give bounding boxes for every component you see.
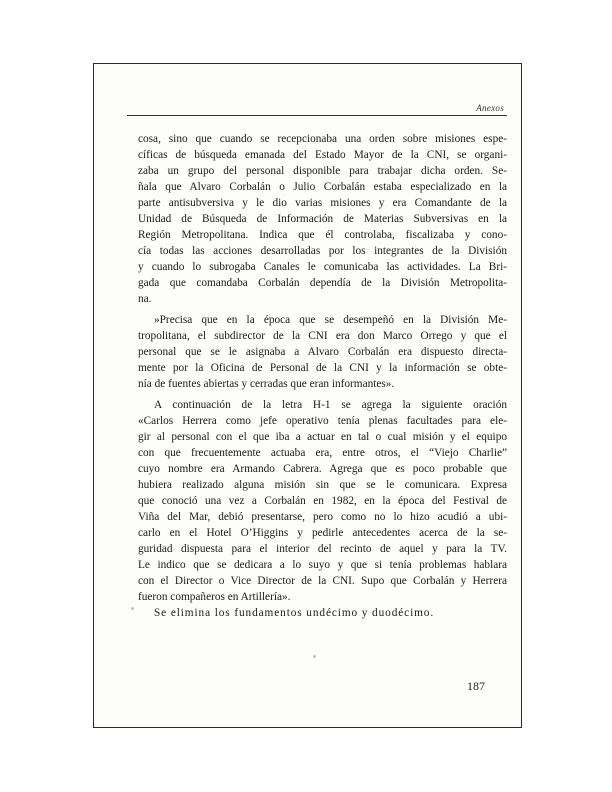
text-line: con el Director o Vice Director de la CNI. Supo que Corbalán y Herrera: [138, 575, 507, 587]
text-line: parte antisubversiva y le dio varias misiones y era Comandante de la: [138, 197, 507, 209]
text-line: A continuación de la letra H-1 se agrega la siguiente oración: [154, 399, 507, 411]
text-line: con que frecuentemente actuaba era, entre otros, el “Viejo Charlie”: [138, 447, 507, 459]
text-line: gir al personal con el que iba a actuar en tal o cual misión y el equipo: [138, 431, 507, 443]
scan-speck: [313, 655, 316, 658]
text-line: zaba un grupo del personal disponible para trabajar dicha orden. Se-: [138, 165, 507, 177]
text-line: na.: [138, 293, 152, 305]
body-text: [138, 131, 507, 621]
text-line: cíficas de búsqueda emanada del Estado Mayor de la CNI, se organi-: [138, 149, 507, 161]
text-line: cuyo nombre era Armando Cabrera. Agrega que es poco probable que: [138, 463, 507, 475]
text-line: Unidad de Búsqueda de Información de Materias Subversivas en la: [138, 213, 507, 225]
running-head: Anexos: [476, 103, 504, 113]
text-line: fueron compañeros en Artillería».: [138, 591, 291, 603]
text-line: nía de fuentes abiertas y cerradas que eran informantes».: [138, 378, 395, 390]
text-line: ñala que Alvaro Corbalán o Julio Corbalán estaba especializado en la: [138, 181, 507, 193]
text-line: y cuando lo subrogaba Canales le comunicaba las actividades. La Bri-: [138, 261, 507, 273]
text-line: Región Metropolitana. Indica que él controlaba, fiscalizaba y cono-: [138, 229, 507, 241]
text-line: »Precisa que en la época que se desempeñó en la División Me-: [154, 314, 507, 326]
page-number: 187: [467, 679, 485, 693]
text-line: personal que se le asignaba a Alvaro Corbalán era dispuesto directa-: [138, 346, 507, 358]
text-line: tropolitana, el subdirector de la CNI era don Marco Orrego y que el: [138, 330, 507, 342]
text-line: gada que comandaba Corbalán dependía de la División Metropolita-: [138, 277, 507, 289]
text-line: «Carlos Herrera como jefe operativo tenía plenas facultades para ele-: [138, 415, 507, 427]
text-line: Viña del Mar, debió presentarse, pero como no lo hizo acudió a ubi-: [138, 511, 507, 523]
scanned-page: [93, 63, 522, 728]
text-line: cía todas las acciones desarrolladas por los integrantes de la División: [138, 245, 507, 257]
text-line: Se elimina los fundamentos undécimo y duodécimo.: [154, 607, 435, 619]
text-line: guridad dispuesta para el interior del recinto de aquel y para la TV.: [138, 543, 507, 555]
text-line: mente por la Oficina de Personal de la CNI y la información se obte-: [138, 362, 507, 374]
scan-speck: [131, 607, 134, 610]
text-line: hubiera realizado alguna misión sin que se le comunicara. Expresa: [138, 479, 507, 491]
text-line: Le indico que se dedicara a lo suyo y que si tenía problemas hablara: [138, 559, 507, 571]
text-line: que conoció una vez a Corbalán en 1982, en la época del Festival de: [138, 495, 507, 507]
text-line: carlo en el Hotel O’Higgins y pedirle antecedentes acerca de la se-: [138, 527, 507, 539]
text-line: cosa, sino que cuando se recepcionaba una orden sobre misiones espe-: [138, 133, 507, 145]
header-rule: [127, 115, 507, 116]
